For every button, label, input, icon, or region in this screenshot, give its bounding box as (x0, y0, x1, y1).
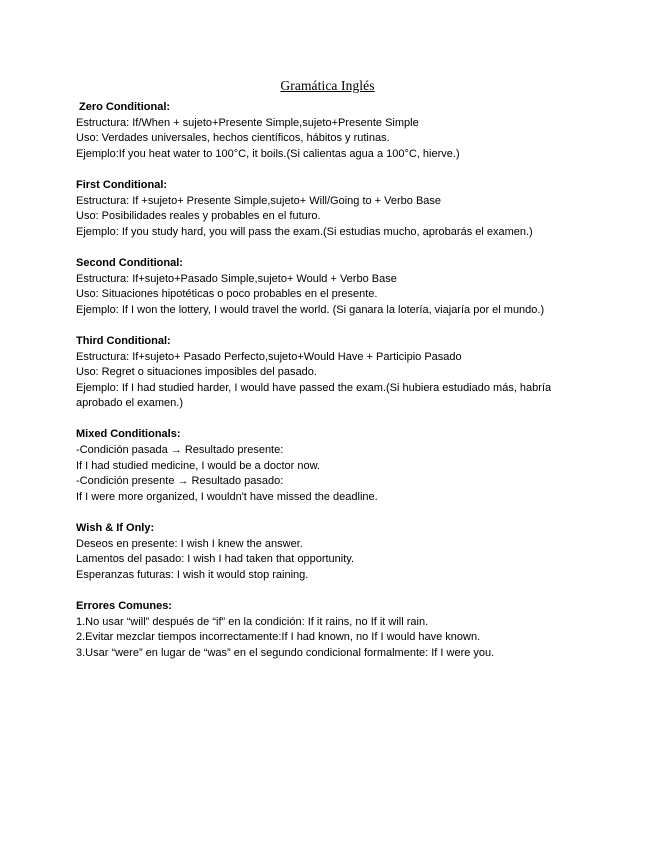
section-mixed-conditionals (76, 427, 596, 505)
text-line: Deseos en presente: I wish I knew the answer. (76, 537, 303, 550)
section-heading: Wish & If Only: (76, 522, 155, 535)
text-line: If I had studied medicine, I would be a doctor now. (76, 459, 320, 472)
section-wish-if-only (76, 521, 596, 583)
document-title: Gramática Inglés (280, 78, 375, 93)
text-line: Estructura: If+sujeto+Pasado Simple,sujeto+ Would + Verbo Base (76, 272, 397, 285)
text-line: -Condición presente → Resultado pasado: (76, 475, 284, 488)
text-line: 1.No usar “will” después de “if” en la condición: If it rains, no If it will rain. (76, 615, 429, 628)
text-line: Uso: Verdades universales, hechos científicos, hábitos y rutinas. (76, 132, 390, 145)
text-line: 3.Usar “were” en lugar de “was” en el segundo condicional formalmente: If I were you. (76, 646, 495, 659)
text-line: Ejemplo: If I won the lottery, I would travel the world. (Si ganara la lotería, viajaría por el mundo.) (76, 303, 545, 316)
text-line: Esperanzas futuras: I wish it would stop raining. (76, 568, 309, 581)
section-heading: Zero Conditional: (79, 101, 171, 113)
section-heading: Mixed Conditionals: (76, 428, 181, 441)
text-line: Uso: Regret o situaciones imposibles del pasado. (76, 366, 317, 379)
text-line: 2.Evitar mezclar tiempos incorrectamente:If I had known, no If I would have known. (76, 631, 481, 644)
section-heading: Errores Comunes: (76, 600, 172, 612)
section-zero-conditional (76, 100, 596, 162)
text-line: Estructura: If+sujeto+ Pasado Perfecto,sujeto+Would Have + Participio Pasado (76, 350, 462, 363)
section-third-conditional (76, 334, 596, 412)
text-line: Estructura: If/When + sujeto+Presente Simple,sujeto+Presente Simple (76, 116, 419, 129)
text-line: Uso: Posibilidades reales y probables en el futuro. (76, 210, 321, 223)
section-heading: Second Conditional: (76, 256, 183, 269)
section-heading: Third Conditional: (76, 334, 171, 347)
text-line: Ejemplo: If you study hard, you will pass the exam.(Si estudias mucho, aprobarás el examen.) (76, 225, 533, 238)
text-line: Ejemplo:If you heat water to 100°C, it boils.(Si calientas agua a 100°C, hierve.) (76, 147, 460, 160)
text-line: -Condición pasada → Resultado presente: (76, 444, 284, 457)
text-line: If I were more organized, I wouldn't have missed the deadline. (76, 490, 378, 503)
text-line: Lamentos del pasado: I wish I had taken that opportunity. (76, 553, 355, 566)
text-line: Ejemplo: If I had studied harder, I would have passed the exam.(Si hubiera estudiado más, habría aprobado el examen.) (76, 381, 552, 410)
document-body (76, 100, 596, 677)
section-heading: First Conditional: (76, 178, 168, 191)
text-line: Uso: Situaciones hipotéticas o poco probables en el presente. (76, 288, 378, 301)
section-errores-comunes (76, 599, 596, 661)
section-second-conditional (76, 256, 596, 318)
section-first-conditional (76, 178, 596, 240)
text-line: Estructura: If +sujeto+ Presente Simple,sujeto+ Will/Going to + Verbo Base (76, 194, 442, 207)
